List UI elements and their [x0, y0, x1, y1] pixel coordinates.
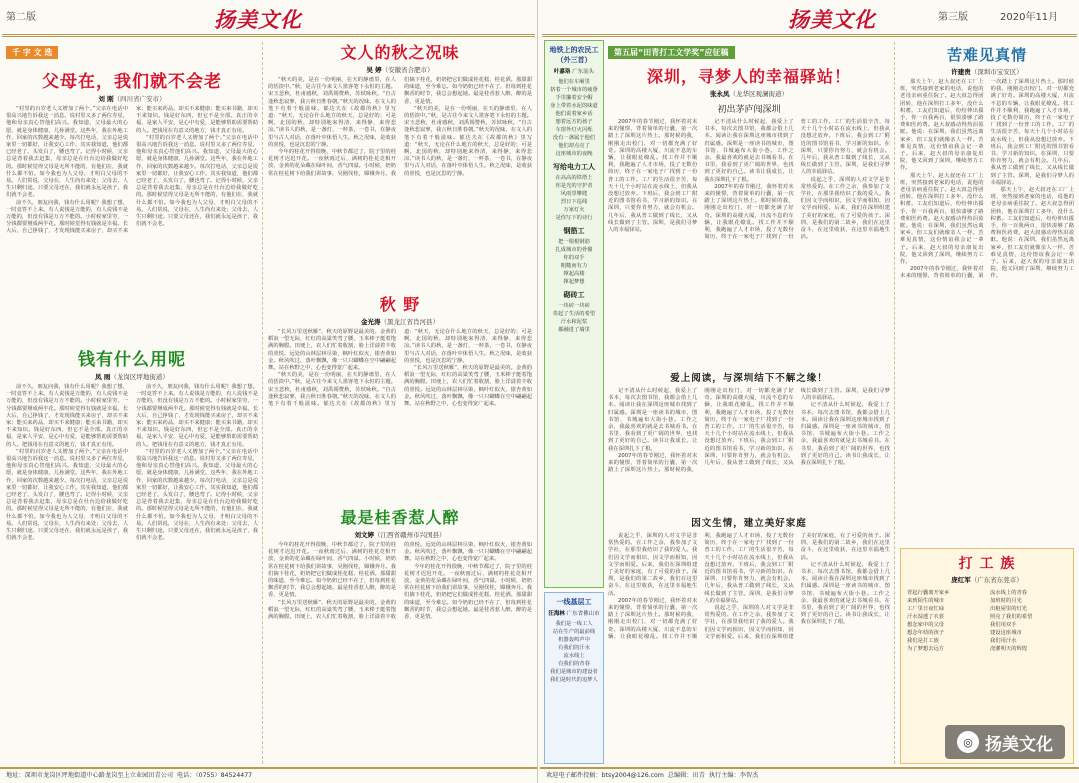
- poem-author: 叶嘉珞 广东汕头: [553, 69, 595, 75]
- poem-line: 我们是城市的建设者: [550, 669, 598, 675]
- poem-line: 有我们的汗水: [558, 645, 590, 651]
- poem-line: 这座城市的夜晚: [555, 151, 593, 157]
- poem-line: 我们是时代的追梦人: [550, 677, 598, 683]
- page-footer: 欢迎电子邮件投稿：btsy2004@126.com 总编辑：田青 执行主编：李智杰: [540, 767, 1079, 783]
- article-title: 最是桂香惹人醉: [340, 508, 460, 527]
- poem-author: 庞红军（广东省东莞市）: [951, 576, 1023, 584]
- article-hardship: [900, 44, 1074, 544]
- poem-line: 站在生产的最前线: [552, 629, 596, 635]
- poem-line: 万家灯火: [563, 207, 585, 213]
- article-family: [608, 515, 890, 765]
- poem-line: 我们用双手: [990, 622, 1017, 628]
- ballad-author: 汪海林 广东省佛山市: [548, 611, 600, 617]
- article-title: 苦难见真情: [946, 46, 1027, 64]
- article-reading: [608, 370, 890, 510]
- poem-lines: [545, 174, 603, 222]
- article-title: 父母在，我们就不会老: [42, 72, 222, 92]
- poem-line: 一块砖一块砖: [558, 303, 590, 309]
- poem-line: 风雨里攀爬: [560, 191, 588, 197]
- header-rule: [2, 34, 535, 37]
- poem-line: 车窗外灯火闪烁: [555, 127, 593, 133]
- article-body: “长风万里送秋雁”，秋天的原野是最美的。金黄的稻浪一望无际，红红的高粱笑弯了腰，玉米棒子挺着饱满的胸膛。田埂上，农人们忙着收割，脸上洋溢着丰收的喜悦。远处的山林层林尽染，枫叶红似火，银杏黄如金。秋风吹过，落叶飘飘，像一只只蝴蝶在空中翩翩起舞。站在秋野之中，心也变得宽广起来。 “秋天的美，是在一份明丽，在天的静谧里，在人的恬淡中。”秋，是古往今来文人墨客笔下永恒的主题。宋玉悲秋，杜甫感秋，刘禹锡赞秋，苏轼咏秋。“自古逢秋悲寂寥，我言秋日胜春朝。”秋天的况味，在文人的笔下有着千般滋味。郁达夫在《故都的秋》里写道：“秋天，无论在什么地方的秋天，总是好的；可是啊，北国的秋，却特别地来得清，来得静，来得悲凉。”读书人的秋，是一盏灯，一杯茶，一卷书，在静夜里与古人对话，在落叶中体悟人生。秋之况味，是收获的喜悦，也是沉思的宁静。 “长风万里送秋雁”，秋天的原野是最美的。金黄的稻浪一望无际，红红的高粱笑弯了腰，玉米棒子挺着饱满的胸膛。田埂上，农人们忙着收割，脸上洋溢着丰收的喜悦。远处的山林层林尽染，枫叶红似火，银杏黄如金。秋风吹过，落叶飘飘，像一只只蝴蝶在空中翩翩起舞。站在秋野之中，心也变得宽广起来。: [268, 329, 532, 408]
- poem-line: 有我们的青春: [558, 661, 590, 667]
- poem-line: 身上带着水泥的味道: [550, 103, 598, 109]
- poem-columns: [901, 587, 1073, 655]
- article-author: 吴 婷（安徽省合肥市）: [366, 66, 434, 74]
- poem-line: 撑起梦想: [563, 279, 585, 285]
- poem-line: 你是光的守护者: [555, 183, 593, 189]
- poem-line: 烈日下巡线: [560, 199, 588, 205]
- poem-line: 照亮了我们的希望: [990, 614, 1033, 620]
- poem-line: 我们用汗水: [990, 638, 1017, 644]
- poem-line: 在高高的铁塔上: [555, 175, 593, 181]
- poem-line: 撑起高楼: [563, 271, 585, 277]
- poem-line: 加班时的月光: [990, 598, 1022, 604]
- contest-banner: 第五届“田青打工文学奖”应征稿: [608, 40, 890, 52]
- article-title: 秋 野: [379, 295, 421, 314]
- article-money: [6, 345, 258, 765]
- poem-line: 你的双手: [563, 255, 585, 261]
- poem-line: 扎成城市的骨骼: [555, 247, 593, 253]
- poem-subtitle: 写给电力工人: [553, 163, 595, 171]
- poem-lines: [907, 589, 984, 653]
- poem-lines: [545, 78, 603, 158]
- poem-line: 把一根根钢筋: [558, 239, 590, 245]
- poem-line: 他们说着家乡话: [555, 111, 593, 117]
- section-tag: 千 字 文 选: [6, 46, 58, 59]
- article-title: 文人的秋之况味: [340, 43, 460, 62]
- article-title: 深圳，寻梦人的幸福驿站！: [646, 67, 851, 86]
- article-title: 爱上阅读，与深圳结下不解之缘！: [670, 373, 828, 384]
- poem-line: 出租屋里的灯光: [990, 606, 1028, 612]
- header-rule: [542, 34, 1077, 37]
- poem-line: 工厂里日夜忙碌: [907, 606, 945, 612]
- article-author: 刘文婷（江西省赣州市兴国县）: [354, 531, 446, 539]
- poem-line: 他们在车厢里: [558, 79, 590, 85]
- poem-subtitle: 钢筋工: [563, 227, 585, 235]
- masthead-logo: 扬美文化: [788, 7, 876, 32]
- poem-title: 打 工 族: [958, 556, 1016, 572]
- article-author: 金光涛（黑龙江省肖河县）: [361, 318, 439, 326]
- poem-line: 挤着一个城市的疲惫: [550, 87, 598, 93]
- page-three-header: [540, 4, 1079, 38]
- ballad-lines: [545, 620, 603, 684]
- article-author: 凤 雨（龙岗区坪地街道）: [95, 373, 169, 381]
- poem-line: 浇灌明天的辉煌: [990, 646, 1028, 652]
- ballad-title: 一线基层工: [556, 597, 592, 606]
- article-title: 因文生情，建立美好家庭: [691, 518, 807, 529]
- article-subtitle: 初出茅庐闯深圳: [717, 105, 781, 115]
- poem-line: 他们却点亮了: [558, 143, 590, 149]
- article-body: “秋天的美，是在一份明丽，在天的静谧里，在人的恬淡中。”秋，是古往今来文人墨客笔下永恒的主题。宋玉悲秋，杜甫感秋，刘禹锡赞秋，苏轼咏秋。“自古逢秋悲寂寥，我言秋日胜春朝。”秋天的况味，在文人的笔下有着千般滋味。郁达夫在《故都的秋》里写道：“秋天，无论在什么地方的秋天，总是好的；可是啊，北国的秋，却特别地来得清，来得静，来得悲凉。”读书人的秋，是一盏灯，一杯茶，一卷书，在静夜里与古人对话，在落叶中体悟人生。秋之况味，是收获的喜悦，也是沉思的宁静。 今年的桂花开得很晚，中秋节都过了，院子里的桂花树才迟迟开花。一夜秋雨过后，满树的桂花竞相开放，金黄的花朵藏在绿叶间，香气四溢。小时候，奶奶常在桂花树下给我们讲故事，吴刚伐桂，嫦娥奔月。我们摘下桂花，奶奶把它们做成桂花糕、桂花酒。那甜甜的味道，至今难忘。如今奶奶已经不在了，但每到桂花飘香的时节，我总会想起她。最是桂香惹人醉，醉的是香，更是情。 “秋天的美，是在一份明丽，在天的静谧里，在人的恬淡中。”秋，是古往今来文人墨客笔下永恒的主题。宋玉悲秋，杜甫感秋，刘禹锡赞秋，苏轼咏秋。“自古逢秋悲寂寥，我言秋日胜春朝。”秋天的况味，在文人的笔下有着千般滋味。郁达夫在《故都的秋》里写道：“秋天，无论在什么地方的秋天，总是好的；可是啊，北国的秋，却特别地来得清，来得静，来得悲凉。”读书人的秋，是一盏灯，一杯茶，一卷书，在静夜里与古人对话，在落叶中体悟人生。秋之况味，是收获的喜悦，也是沉思的宁静。: [268, 77, 532, 177]
- poem-line: 汗水湿透了衣裳: [907, 614, 945, 620]
- poem-subtitle: 砌砖工: [563, 291, 585, 299]
- article-title: 钱有什么用呢: [78, 350, 186, 370]
- issue-date: 2020年11月: [1000, 12, 1059, 23]
- page-two-header: [0, 4, 537, 38]
- poem-line: 想念年幼的孩子: [907, 630, 945, 636]
- poem-line: 手里攥着安全帽: [555, 95, 593, 101]
- article-author: 刘 刚（四川省广安市）: [98, 95, 166, 103]
- article-autumn: [268, 40, 532, 285]
- poem-line: 没有一盏属于他们: [552, 135, 596, 141]
- poem-line: 建设这座城市: [990, 630, 1022, 636]
- article-body: 今年的桂花开得很晚，中秋节都过了，院子里的桂花树才迟迟开花。一夜秋雨过后，满树的桂花竞相开放，金黄的花朵藏在绿叶间，香气四溢。小时候，奶奶常在桂花树下给我们讲故事，吴刚伐桂，嫦娥奔月。我们摘下桂花，奶奶把它们做成桂花糕、桂花酒。那甜甜的味道，至今难忘。如今奶奶已经不在了，但每到桂花飘香的时节，我总会想起她。最是桂香惹人醉，醉的是香，更是情。 “长风万里送秋雁”，秋天的原野是最美的。金黄的稻浪一望无际，红红的高粱笑弯了腰，玉米棒子挺着饱满的胸膛。田埂上，农人们忙着收割，脸上洋溢着丰收的喜悦。远处的山林层林尽染，枫叶红似火，银杏黄如金。秋风吹过，落叶飘飘，像一只只蝴蝶在空中翩翩起舞。站在秋野之中，心也变得宽广起来。 今年的桂花开得很晚，中秋节都过了，院子里的桂花树才迟迟开花。一夜秋雨过后，满树的桂花竞相开放，金黄的花朵藏在绿叶间，香气四溢。小时候，奶奶常在桂花树下给我们讲故事，吴刚伐桂，嫦娥奔月。我们摘下桂花，奶奶把它们做成桂花糕、桂花酒。那甜甜的味道，至今难忘。如今奶奶已经不在了，但每到桂花飘香的时节，我总会想起她。最是桂香惹人醉，醉的是香，更是情。: [268, 542, 532, 621]
- poem-line: 来到陌生的城市: [907, 598, 945, 604]
- page-two: [0, 0, 538, 783]
- poem-column: [544, 40, 604, 588]
- article-body: 说起之乎，深圳的人对文学是非常热爱的。在工作之余，我参加了文学社，在那里我结识了我的爱人。我们因文学而相识，因文学而相知，因文学而相爱。后来，我们在深圳组建了美好的家庭，有了可爱的孩子。深圳，是我们的第二故乡，我们在这里奋斗，在这里收获，在这里幸福地生活。 2007年的春节刚过，我怀着对未来的憧憬，背着简单的行囊，第一次踏上了深圳这片热土。那时候的我，刚刚走出校门，对一切都充满了好奇。深圳的高楼大厦，川流不息的车辆，让我眼花缭乱。找工作并不顺利，我跑遍了人才市场，投了无数份简历，终于在一家电子厂找到了一份普工的工作。工厂的生活很辛苦，每天十几个小时站在流水线上，但我从没想过放弃。下班后，我会到工厂附近的图书馆看书，学习新的知识。在深圳，只要你肯努力，就会有机会。几年后，我从普工做到了线长，又从线长做到了主管。深圳，是我们寻梦人的幸福驿站。 说起之乎，深圳的人对文学是非常热爱的。在工作之余，我参加了文学社，在那里我结识了我的爱人。我们因文学而相识，因文学而相知，因文学而相爱。后来，我们在深圳组建了美好的家庭，有了可爱的孩子。深圳，是我们的第二故乡，我们在这里奋斗，在这里收获，在这里幸福地生活。 记不清从什么时候起，我爱上了书本，每次去图书馆，我都会借上几本。阅读让我在深圳这座城市找到了归属感。深圳是一座读书的城市，图书馆、书城遍布大街小巷。工作之余，我最喜欢的就是去书城看书。在书里，我看到了更广阔的世界，也找到了更好的自己。读书让我成长，让我在深圳扎下了根。: [608, 533, 890, 640]
- article-body: 2007年的春节刚过，我怀着对未来的憧憬，背着简单的行囊，第一次踏上了深圳这片热土。那时候的我，刚刚走出校门，对一切都充满了好奇。深圳的高楼大厦，川流不息的车辆，让我眼花缭乱。找工作并不顺利，我跑遍了人才市场，投了无数份简历，终于在一家电子厂找到了一份普工的工作。工厂的生活很辛苦，每天十几个小时站在流水线上，但我从没想过放弃。下班后，我会到工厂附近的图书馆看书，学习新的知识。在深圳，只要你肯努力，就会有机会。几年后，我从普工做到了线长，又从线长做到了主管。深圳，是我们寻梦人的幸福驿站。 记不清从什么时候起，我爱上了书本，每次去图书馆，我都会借上几本。阅读让我在深圳这座城市找到了归属感。深圳是一座读书的城市，图书馆、书城遍布大街小巷。工作之余，我最喜欢的就是去书城看书。在书里，我看到了更广阔的世界，也找到了更好的自己。读书让我成长，让我在深圳扎下了根。 2007年的春节刚过，我怀着对未来的憧憬，背着简单的行囊，第一次踏上了深圳这片热土。那时候的我，刚刚走出校门，对一切都充满了好奇。深圳的高楼大厦，川流不息的车辆，让我眼花缭乱。找工作并不顺利，我跑遍了人才市场，投了无数份简历，终于在一家电子厂找到了一份普工的工作。工厂的生活很辛苦，每天十几个小时站在流水线上，但我从没想过放弃。下班后，我会到工厂附近的图书馆看书，学习新的知识。在深圳，只要你肯努力，就会有机会。几年后，我从普工做到了线长，又从线长做到了主管。深圳，是我们寻梦人的幸福驿站。 说起之乎，深圳的人对文学是非常热爱的。在工作之余，我参加了文学社，在那里我结识了我的爱人。我们因文学而相识，因文学而相知，因文学而相爱。后来，我们在深圳组建了美好的家庭，有了可爱的孩子。深圳，是我们的第二故乡，我们在这里奋斗，在这里收获，在这里幸福地生活。: [608, 119, 890, 241]
- poem-line: 垒起了生活的希望: [552, 311, 596, 317]
- article-author: 许建贵（深圳市宝安区）: [951, 68, 1023, 76]
- article-body: 记不清从什么时候起，我爱上了书本，每次去图书馆，我都会借上几本。阅读让我在深圳这座城市找到了归属感。深圳是一座读书的城市，图书馆、书城遍布大街小巷。工作之余，我最喜欢的就是去书城看书。在书里，我看到了更广阔的世界，也找到了更好的自己。读书让我成长，让我在深圳扎下了根。 2007年的春节刚过，我怀着对未来的憧憬，背着简单的行囊，第一次踏上了深圳这片热土。那时候的我，刚刚走出校门，对一切都充满了好奇。深圳的高楼大厦，川流不息的车辆，让我眼花缭乱。找工作并不顺利，我跑遍了人才市场，投了无数份简历，终于在一家电子厂找到了一份普工的工作。工厂的生活很辛苦，每天十几个小时站在流水线上，但我从没想过放弃。下班后，我会到工厂附近的图书馆看书，学习新的知识。在深圳，只要你肯努力，就会有机会。几年后，我从普工做到了线长，又从线长做到了主管。深圳，是我们寻梦人的幸福驿站。 记不清从什么时候起，我爱上了书本，每次去图书馆，我都会借上几本。阅读让我在深圳这座城市找到了归属感。深圳是一座读书的城市，图书馆、书城遍布大街小巷。工作之余，我最喜欢的就是去书城看书。在书里，我看到了更广阔的世界，也找到了更好的自己。读书让我成长，让我在深圳扎下了根。: [608, 388, 890, 474]
- ballad-box: [544, 592, 604, 764]
- poem-line: 流水线上的青春: [990, 590, 1028, 596]
- edition-label: 第三版: [938, 12, 968, 23]
- poem-line: 想着远方的孩子: [555, 119, 593, 125]
- page-three: [540, 0, 1079, 783]
- article-body: “村里的百岁老人又增加了两个。”父亲在电话中很高兴地告诉我这一消息。说村里又多了两位寿星，他和母亲真心替他们高兴。我知道，父母最大的心愿，就是身体健康，儿孙满堂。这些年，我在外地工作，回家的次数越来越少。每次打电话，父亲总是说家里一切都好，让我安心工作。其实我知道，他们都已经老了，头发白了，腰也弯了。记得小时候，父亲总是背着我去赶集，母亲总是在灶台边给我做好吃的。那时候觉得父母是无所不能的，有他们在，我就什么都不怕。如今我也为人父母，才明白父母的不易。人们常说，父母在，人生尚有来处；父母去，人生只剩归途。只要父母还在，我们就永远是孩子，我们就不会老。 前不久，朋友问我，钱有什么用呢？我想了想，一时竟答不上来。有人说钱是万能的，有人说钱不是万能的，但没有钱是万万不能的。小时候家里穷，一分钱都要掰成两半花。那时候觉得有钱就是幸福。长大后，自己挣钱了，才发现钱能买来房子，却买不来家；能买来药品，却买不来健康；能买来书籍，却买不来知识。钱是好东西，但它不是全部。真正的幸福，是家人平安，是心中有爱，是能够帮助需要帮助的人。把钱用在有意义的地方，钱才真正有用。 “村里的百岁老人又增加了两个。”父亲在电话中很高兴地告诉我这一消息。说村里又多了两位寿星，他和母亲真心替他们高兴。我知道，父母最大的心愿，就是身体健康，儿孙满堂。这些年，我在外地工作，回家的次数越来越少。每次打电话，父亲总是说家里一切都好，让我安心工作。其实我知道，他们都已经老了，头发白了，腰也弯了。记得小时候，父亲总是背着我去赶集，母亲总是在灶台边给我做好吃的。那时候觉得父母是无所不能的，有他们在，我就什么都不怕。如今我也为人父母，才明白父母的不易。人们常说，父母在，人生尚有来处；父母去，人生只剩归途。只要父母还在，我们就永远是孩子，我们就不会老。: [6, 106, 258, 235]
- article-parents: [6, 40, 258, 340]
- poem-line: 流水线上: [563, 653, 585, 659]
- poem-line: 汗水和泥浆: [560, 319, 588, 325]
- poem-line: 粗糙而有力: [560, 263, 588, 269]
- poem-line: 都融进了墙里: [558, 327, 590, 333]
- poem-line: 想念家中的父母: [907, 622, 945, 628]
- page-footer: 地址：深圳市龙岗区坪地街道中心路龙岗至上立业园田青公司 电话：（0755）84524477: [0, 767, 537, 783]
- poem-lines: [545, 302, 603, 334]
- poem-line: 为了梦想去远方: [907, 646, 945, 652]
- poem-line: 机器轰鸣声中: [558, 637, 590, 643]
- poem-line: 背起行囊离开家乡: [907, 590, 950, 596]
- column-divider: [894, 42, 895, 764]
- article-author: 张永凤（龙华区观澜街道）: [710, 90, 788, 98]
- poem-line: 是你写下的诗行: [555, 215, 593, 221]
- article-body: 前不久，朋友问我，钱有什么用呢？我想了想，一时竟答不上来。有人说钱是万能的，有人说钱不是万能的，但没有钱是万万不能的。小时候家里穷，一分钱都要掰成两半花。那时候觉得有钱就是幸福。长大后，自己挣钱了，才发现钱能买来房子，却买不来家；能买来药品，却买不来健康；能买来书籍，却买不来知识。钱是好东西，但它不是全部。真正的幸福，是家人平安，是心中有爱，是能够帮助需要帮助的人。把钱用在有意义的地方，钱才真正有用。 “村里的百岁老人又增加了两个。”父亲在电话中很高兴地告诉我这一消息。说村里又多了两位寿星，他和母亲真心替他们高兴。我知道，父母最大的心愿，就是身体健康，儿孙满堂。这些年，我在外地工作，回家的次数越来越少。每次打电话，父亲总是说家里一切都好，让我安心工作。其实我知道，他们都已经老了，头发白了，腰也弯了。记得小时候，父亲总是背着我去赶集，母亲总是在灶台边给我做好吃的。那时候觉得父母是无所不能的，有他们在，我就什么都不怕。如今我也为人父母，才明白父母的不易。人们常说，父母在，人生尚有来处；父母去，人生只剩归途。只要父母还在，我们就永远是孩子，我们就不会老。 前不久，朋友问我，钱有什么用呢？我想了想，一时竟答不上来。有人说钱是万能的，有人说钱不是万能的，但没有钱是万万不能的。小时候家里穷，一分钱都要掰成两半花。那时候觉得有钱就是幸福。长大后，自己挣钱了，才发现钱能买来房子，却买不来家；能买来药品，却买不来健康；能买来书籍，却买不来知识。钱是好东西，但它不是全部。真正的幸福，是家人平安，是心中有爱，是能够帮助需要帮助的人。把钱用在有意义的地方，钱才真正有用。 “村里的百岁老人又增加了两个。”父亲在电话中很高兴地告诉我这一消息。说村里又多了两位寿星，他和母亲真心替他们高兴。我知道，父母最大的心愿，就是身体健康，儿孙满堂。这些年，我在外地工作，回家的次数越来越少。每次打电话，父亲总是说家里一切都好，让我安心工作。其实我知道，他们都已经老了，头发白了，腰也弯了。记得小时候，父亲总是背着我去赶集，母亲总是在灶台边给我做好吃的。那时候觉得父母是无所不能的，有他们在，我就什么都不怕。如今我也为人父母，才明白父母的不易。人们常说，父母在，人生尚有来处；父母去，人生只剩归途。只要父母还在，我们就永远是孩子，我们就不会老。: [6, 384, 258, 542]
- article-osmanthus: [268, 505, 532, 767]
- poem-lines: [990, 589, 1067, 653]
- poem-title: 地铁上的农民工（外三首）: [549, 45, 599, 64]
- edition-label: 第二版: [6, 12, 36, 23]
- masthead-logo: 扬美文化: [214, 7, 302, 32]
- article-autumn-field: [268, 292, 532, 500]
- poem-lines: [545, 238, 603, 286]
- article-shenzhen: [608, 56, 890, 366]
- article-body: 那天上午，赵大叔还在工厂上班，突然接到老家的电话，说他的老母亲病重住院了。赵大叔急得团团转，他在深圳打工多年，没什么积蓄。工友们知道后，纷纷伸出援手，你一百我两百，很快凑够了路费和医药费。赵大叔感动得热泪盈眶。他说：在深圳，我们虽然远离家乡，但工友们就像亲人一样。苦难见真情，这份情谊我会记一辈子。后来，赵大叔的母亲康复出院，他又回到了深圳，继续努力工作。 那天上午，赵大叔还在工厂上班，突然接到老家的电话，说他的老母亲病重住院了。赵大叔急得团团转，他在深圳打工多年，没什么积蓄。工友们知道后，纷纷伸出援手，你一百我两百，很快凑够了路费和医药费。赵大叔感动得热泪盈眶。他说：在深圳，我们虽然远离家乡，但工友们就像亲人一样。苦难见真情，这份情谊我会记一辈子。后来，赵大叔的母亲康复出院，他又回到了深圳，继续努力工作。 2007年的春节刚过，我怀着对未来的憧憬，背着简单的行囊，第一次踏上了深圳这片热土。那时候的我，刚刚走出校门，对一切都充满了好奇。深圳的高楼大厦，川流不息的车辆，让我眼花缭乱。找工作并不顺利，我跑遍了人才市场，投了无数份简历，终于在一家电子厂找到了一份普工的工作。工厂的生活很辛苦，每天十几个小时站在流水线上，但我从没想过放弃。下班后，我会到工厂附近的图书馆看书，学习新的知识。在深圳，只要你肯努力，就会有机会。几年后，我从普工做到了线长，又从线长做到了主管。深圳，是我们寻梦人的幸福驿站。 那天上午，赵大叔还在工厂上班，突然接到老家的电话，说他的老母亲病重住院了。赵大叔急得团团转，他在深圳打工多年，没什么积蓄。工友们知道后，纷纷伸出援手，你一百我两百，很快凑够了路费和医药费。赵大叔感动得热泪盈眶。他说：在深圳，我们虽然远离家乡，但工友们就像亲人一样。苦难见真情，这份情谊我会记一辈子。后来，赵大叔的母亲康复出院，他又回到了深圳，继续努力工作。: [900, 79, 1074, 280]
- wechat-icon: ◎: [957, 731, 979, 753]
- poem-line: 我们是一线工人: [555, 621, 593, 627]
- column-divider: [262, 42, 263, 764]
- watermark-badge: ◎ 扬美文化: [945, 725, 1065, 759]
- poem-line: 我们是打工族: [907, 638, 939, 644]
